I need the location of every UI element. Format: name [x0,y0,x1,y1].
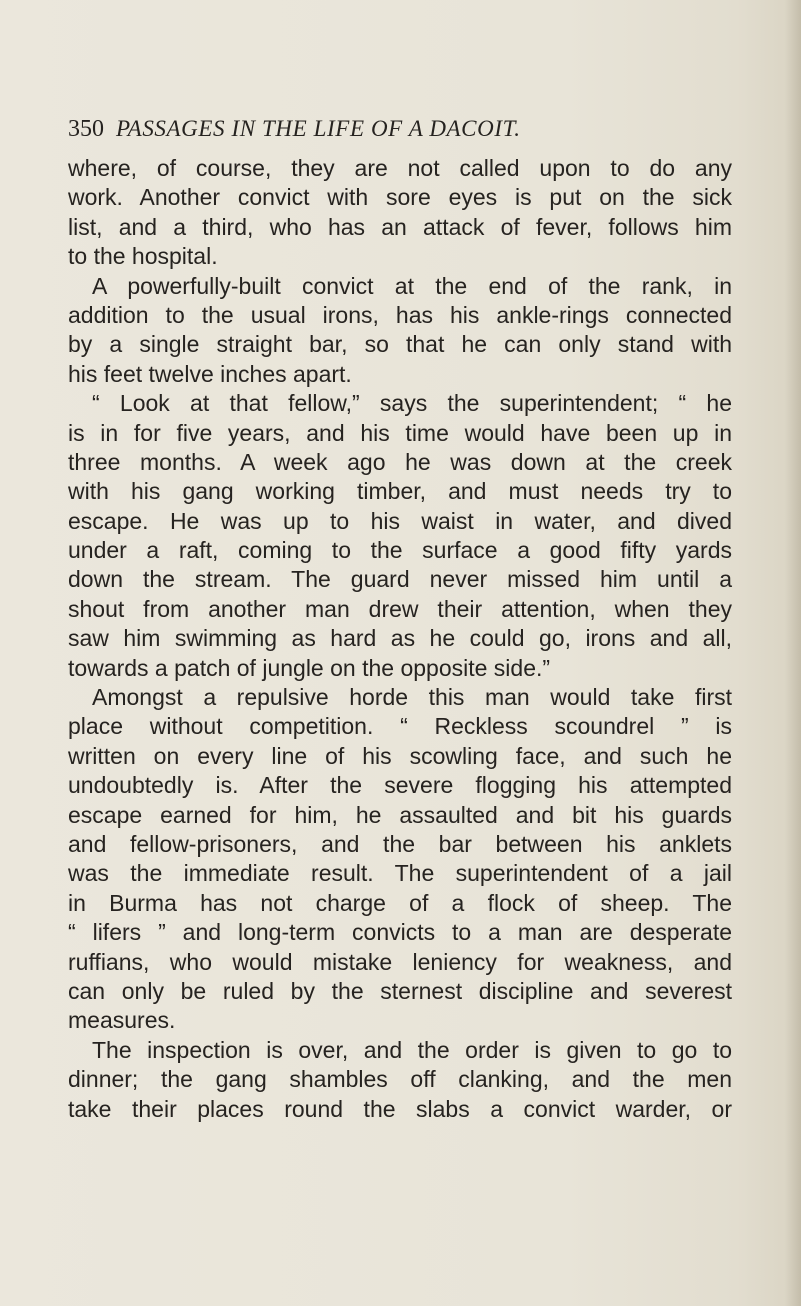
text-line: saw him swimming as hard as he could go, irons and all, [68,625,732,652]
text-line: work. Another convict with sore eyes is put on the sick [68,184,732,211]
text-line: down the stream. The guard never missed him until a [68,566,732,593]
text-line: escape. He was up to his waist in water, and dived [68,507,732,534]
text-line: shout from another man drew their attention, when they [68,595,732,622]
text-line: undoubtedly is. After the severe flogging his attempted [68,772,732,799]
text-line: and fellow-prisoners, and the bar between his anklets [68,830,732,857]
text-line: A powerfully-built convict at the end of the rank, in [92,272,732,299]
text-line: dinner; the gang shambles off clanking, and the men [68,1066,732,1093]
body-text [68,154,732,1124]
text-line: three months. A week ago he was down at the creek [68,448,732,475]
text-line: “ lifers ” and long-term convicts to a man are desperate [68,919,732,946]
text-line: in Burma has not charge of a flock of sheep. The [68,889,732,916]
text-line: can only be ruled by the sternest discipline and severest [68,977,732,1004]
text-line: The inspection is over, and the order is given to go to [92,1036,732,1063]
text-line: written on every line of his scowling face, and such he [68,742,732,769]
text-line: “ Look at that fellow,” says the superintendent; “ he [92,390,732,417]
page-number: 350 [68,116,104,142]
running-title: PASSAGES IN THE LIFE OF A DACOIT. [116,116,521,141]
text-line: towards a patch of jungle on the opposite side.” [68,654,551,681]
text-line: escape earned for him, he assaulted and bit his guards [68,801,732,828]
text-line: was the immediate result. The superintendent of a jail [68,860,732,887]
text-line: under a raft, coming to the surface a good fifty yards [68,537,732,564]
running-head [68,112,768,146]
text-line: take their places round the slabs a convict warder, or [68,1095,732,1122]
text-line: measures. [68,1007,176,1034]
text-line: to the hospital. [68,243,218,270]
text-line: Amongst a repulsive horde this man would take first [92,684,732,711]
text-line: list, and a third, who has an attack of fever, follows him [68,213,732,240]
text-line: with his gang working timber, and must needs try to [68,478,732,505]
text-line: his feet twelve inches apart. [68,360,352,387]
text-line: where, of course, they are not called upon to do any [68,155,732,181]
text-line: is in for five years, and his time would have been up in [68,419,732,446]
text-line: ruffians, who would mistake leniency for weakness, and [68,948,732,975]
page-edge-shadow [785,0,801,1306]
text-line: by a single straight bar, so that he can only stand with [68,331,732,358]
text-line: addition to the usual irons, has his ankle-rings connected [68,301,732,328]
text-line: place without competition. “ Reckless scoundrel ” is [68,713,732,740]
